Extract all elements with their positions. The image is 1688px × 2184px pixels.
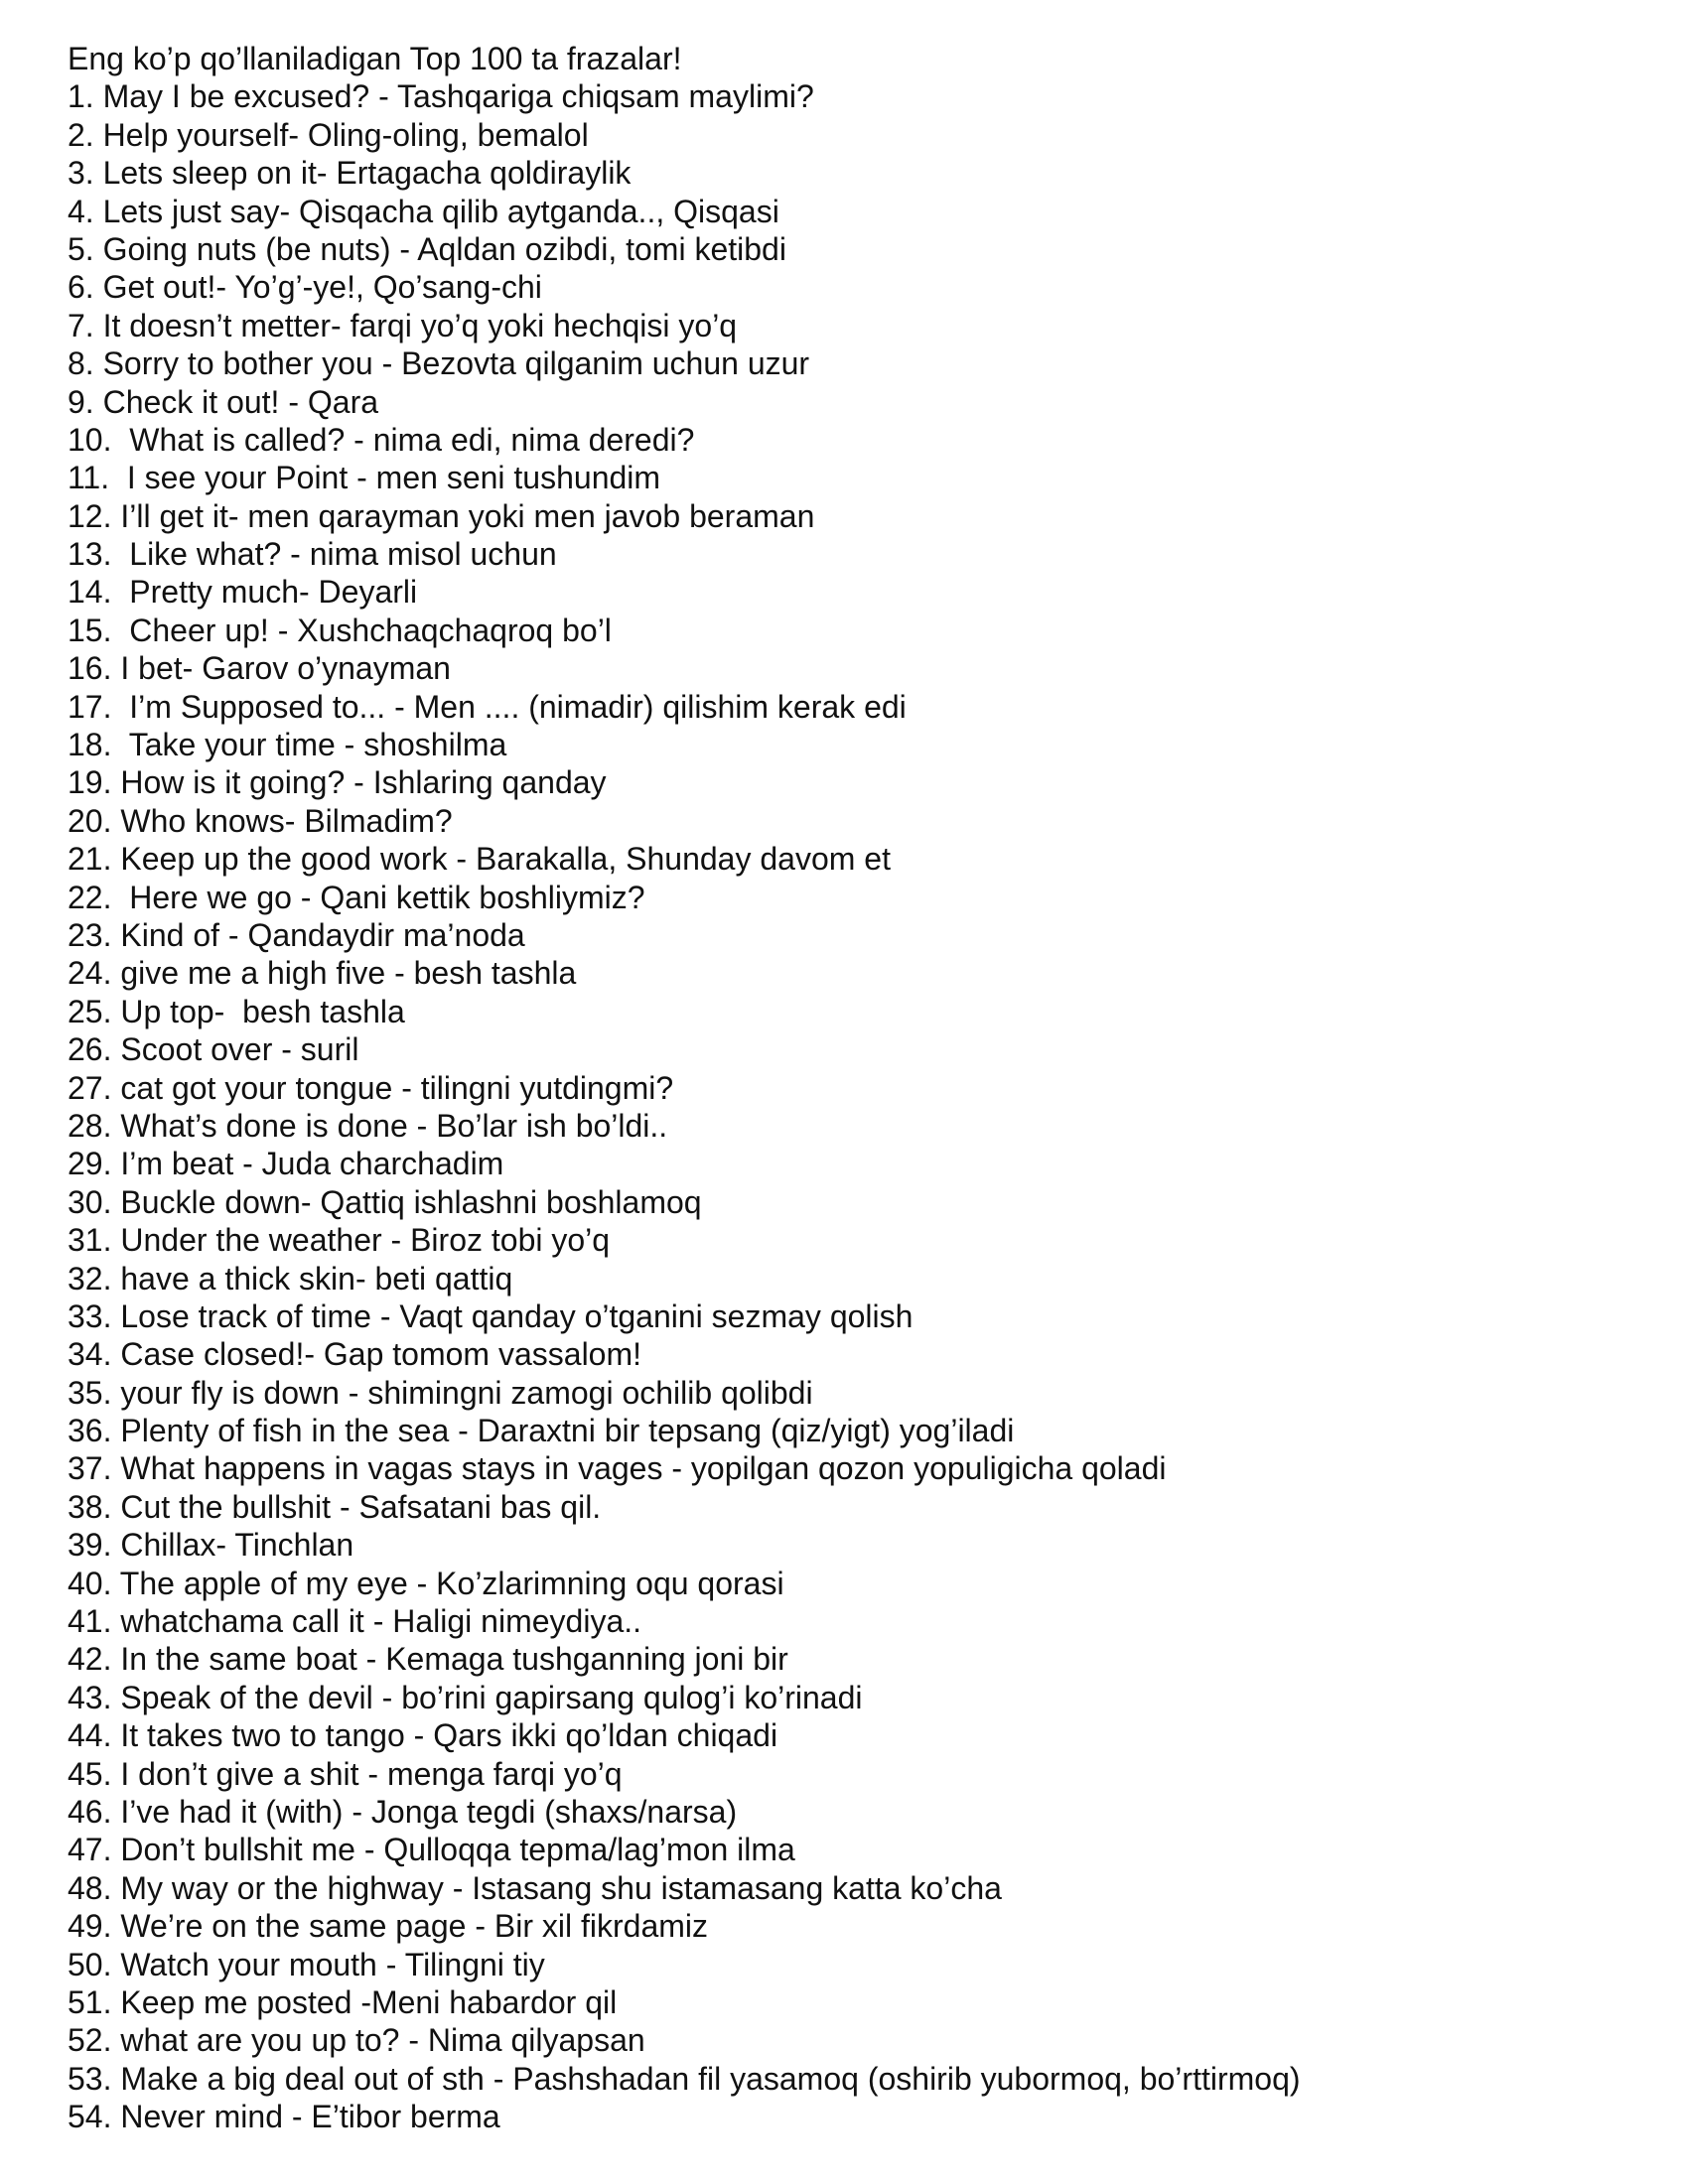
phrase-item: 47. Don’t bullshit me - Qulloqqa tepma/lag’mon ilma: [68, 1832, 795, 1868]
phrase-item: 45. I don’t give a shit - menga farqi yo’q: [68, 1755, 623, 1792]
phrase-item: 46. I’ve had it (with) - Jonga tegdi (shaxs/narsa): [68, 1793, 738, 1830]
phrase-item: 29. I’m beat - Juda charchadim: [68, 1146, 504, 1182]
phrase-item: 10. What is called? - nima edi, nima deredi?: [68, 421, 695, 458]
phrase-item: 16. I bet- Garov o’ynayman: [68, 650, 451, 687]
phrase-item: 19. How is it going? - Ishlaring qanday: [68, 764, 607, 801]
phrase-item: 12. I’ll get it- men qarayman yoki men javob beraman: [68, 497, 815, 534]
phrase-item: 48. My way or the highway - Istasang shu istamasang katta ko’cha: [68, 1869, 1002, 1906]
phrase-item: 21. Keep up the good work - Barakalla, Shunday davom et: [68, 841, 891, 878]
phrase-item: 13. Like what? - nima misol uchun: [68, 536, 557, 573]
phrase-item: 25. Up top- besh tashla: [68, 993, 405, 1029]
phrase-item: 20. Who knows- Bilmadim?: [68, 802, 453, 839]
phrase-item: 7. It doesn’t metter- farqi yo’q yoki hechqisi yo’q: [68, 307, 738, 343]
phrase-item: 2. Help yourself- Oling-oling, bemalol: [68, 116, 589, 153]
phrase-item: 32. have a thick skin- beti qattiq: [68, 1260, 513, 1297]
phrase-item: 51. Keep me posted -Meni habardor qil: [68, 1983, 618, 2020]
phrase-item: 52. what are you up to? - Nima qilyapsan: [68, 2022, 645, 2059]
phrase-item: 27. cat got your tongue - tilingni yutdingmi?: [68, 1069, 674, 1106]
phrase-item: 34. Case closed!- Gap tomom vassalom!: [68, 1336, 642, 1373]
phrase-item: 15. Cheer up! - Xushchaqchaqroq bo’l: [68, 612, 612, 648]
phrase-item: 6. Get out!- Yo’g’-ye!, Qo’sang-chi: [68, 269, 542, 306]
phrase-item: 17. I’m Supposed to... - Men .... (nimadir) qilishim kerak edi: [68, 688, 907, 725]
phrase-item: 22. Here we go - Qani kettik boshliymiz?: [68, 879, 645, 915]
phrase-item: 42. In the same boat - Kemaga tushganning joni bir: [68, 1641, 788, 1678]
phrase-item: 11. I see your Point - men seni tushundim: [68, 460, 661, 496]
phrase-item: 24. give me a high five - besh tashla: [68, 955, 577, 992]
phrase-item: 44. It takes two to tango - Qars ikki qo’ldan chiqadi: [68, 1717, 778, 1754]
phrase-item: 54. Never mind - E’tibor berma: [68, 2099, 500, 2135]
phrase-item: 30. Buckle down- Qattiq ishlashni boshlamoq: [68, 1183, 702, 1220]
phrase-item: 43. Speak of the devil - bo’rini gapirsang qulog’i ko’rinadi: [68, 1679, 863, 1715]
phrase-list: [68, 77, 1636, 2135]
phrase-item: 14. Pretty much- Deyarli: [68, 574, 418, 611]
phrase-item: 36. Plenty of fish in the sea - Daraxtni bir tepsang (qiz/yigt) yog’iladi: [68, 1413, 1015, 1449]
phrase-item: 18. Take your time - shoshilma: [68, 727, 507, 763]
phrase-item: 53. Make a big deal out of sth - Pashshadan fil yasamoq (oshirib yubormoq, bo’rttirmoq): [68, 2060, 1301, 2097]
phrase-item: 9. Check it out! - Qara: [68, 383, 379, 420]
phrase-item: 33. Lose track of time - Vaqt qanday o’tganini sezmay qolish: [68, 1297, 914, 1334]
phrase-item: 26. Scoot over - suril: [68, 1031, 359, 1068]
phrase-item: 38. Cut the bullshit - Safsatani bas qil.: [68, 1488, 602, 1525]
phrase-item: 5. Going nuts (be nuts) - Aqldan ozibdi, tomi ketibdi: [68, 230, 786, 267]
phrase-item: 49. We’re on the same page - Bir xil fikrdamiz: [68, 1908, 708, 1945]
phrase-item: 3. Lets sleep on it- Ertagacha qoldiraylik: [68, 155, 632, 192]
phrase-item: 41. whatchama call it - Haligi nimeydiya..: [68, 1603, 642, 1640]
phrase-item: 50. Watch your mouth - Tilingni tiy: [68, 1946, 545, 1982]
phrase-item: 28. What’s done is done - Bo’lar ish bo’ldi..: [68, 1107, 668, 1144]
phrase-item: 40. The apple of my eye - Ko’zlarimning oqu qorasi: [68, 1565, 784, 1601]
phrase-item: 23. Kind of - Qandaydir ma’noda: [68, 916, 525, 953]
document-page: [68, 40, 1636, 2135]
phrase-item: 31. Under the weather - Biroz tobi yo’q: [68, 1222, 611, 1259]
phrase-item: 35. your fly is down - shimingni zamogi ochilib qolibdi: [68, 1374, 813, 1411]
document-title: Eng ko’p qo’llaniladigan Top 100 ta frazalar!: [68, 41, 682, 76]
phrase-item: 37. What happens in vagas stays in vages - yopilgan qozon yopuligicha qoladi: [68, 1450, 1167, 1487]
phrase-item: 39. Chillax- Tinchlan: [68, 1527, 354, 1564]
phrase-item: 4. Lets just say- Qisqacha qilib aytganda.., Qisqasi: [68, 193, 779, 229]
phrase-item: 8. Sorry to bother you - Bezovta qilganim uchun uzur: [68, 345, 810, 382]
phrase-item: 1. May I be excused? - Tashqariga chiqsam maylimi?: [68, 78, 814, 115]
